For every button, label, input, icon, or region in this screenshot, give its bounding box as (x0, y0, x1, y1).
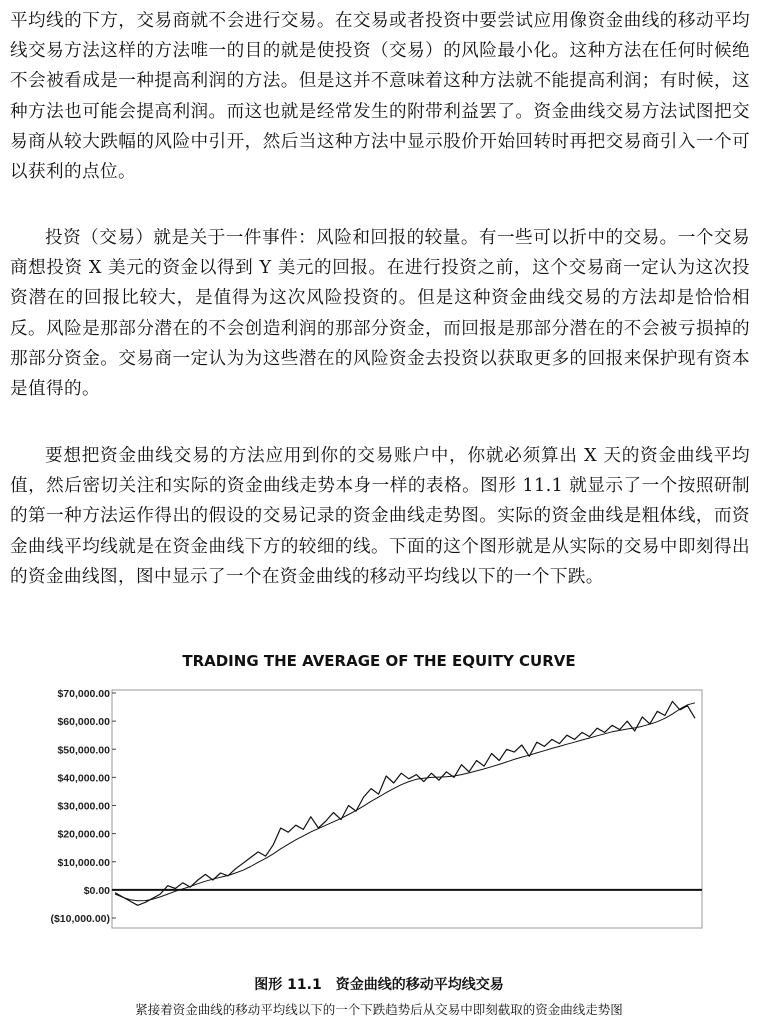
paragraph-3: 要想把资金曲线交易的方法应用到你的交易账户中，你就必须算出 X 天的资金曲线平均值，然后密切关注和实际的资金曲线走势本身一样的表格。图形 11.1 就显示了一个按照研制的第一种方法运作得出的假设的交易记录的资金曲线走势图。实际的资金曲线是粗体线，而资金曲线平均线就是在资金曲线下方的较细的线。下面的这个图形就是从实际的交易中即刻得出的资金曲线图，图中显示了一个在资金曲线的移动平均线以下的一个下跌。 (10, 446, 750, 587)
y-tick-label: $10,000.00 (57, 856, 110, 869)
equity-series-line (115, 701, 695, 905)
y-tick-label: $50,000.00 (57, 744, 110, 757)
y-tick-label: $70,000.00 (57, 688, 110, 700)
paragraph-2: 投资（交易）就是关于一件事件：风险和回报的较量。有一些可以折中的交易。一个交易商想投资 X 美元的资金以得到 Y 美元的回报。在进行投资之前，这个交易商一定认为这次投资潜在的回报比较大，是值得为这次风险投资的。但是这种资金曲线交易的方法却是恰恰相反。风险是那部分潜在的不会创造利润的那部分资金，而回报是那部分潜在的不会被亏损掉的那部分资金。交易商一定认为为这些潜在的风险资金去投资以获取更多的回报来保护现有资本是值得的。 (10, 228, 750, 400)
moving-average-series-line (115, 703, 695, 901)
figure-caption: 图形 11.1 资金曲线的移动平均线交易 (254, 977, 504, 993)
y-tick-label: $20,000.00 (57, 828, 110, 841)
y-tick-label: $40,000.00 (57, 772, 110, 785)
chart-title: TRADING THE AVERAGE OF THE EQUITY CURVE (182, 652, 576, 670)
y-tick-label: $60,000.00 (57, 716, 110, 729)
y-tick-label: $0.00 (83, 884, 110, 897)
figure-subcaption: 紧接着资金曲线的移动平均线以下的一个下跌趋势后从交易中即刻截取的资金曲线走势图 (135, 1002, 623, 1017)
y-tick-label: $30,000.00 (57, 800, 110, 813)
equity-curve-chart (40, 683, 710, 958)
paragraph-1: 平均线的下方，交易商就不会进行交易。在交易或者投资中要尝试应用像资金曲线的移动平均线交易方法这样的方法唯一的目的就是使投资（交易）的风险最小化。这种方法在任何时候绝不会被看成是一种提高利润的方法。但是这并不意味着这种方法就不能提高利润；有时候，这种方法也可能会提高利润。而这也就是经常发生的附带利益罢了。资金曲线交易方法试图把交易商从较大跌幅的风险中引开，然后当这种方法中显示股价开始回转时再把交易商引入一个可以获利的点位。 (10, 11, 750, 183)
y-tick-label: ($10,000.00) (50, 913, 110, 925)
